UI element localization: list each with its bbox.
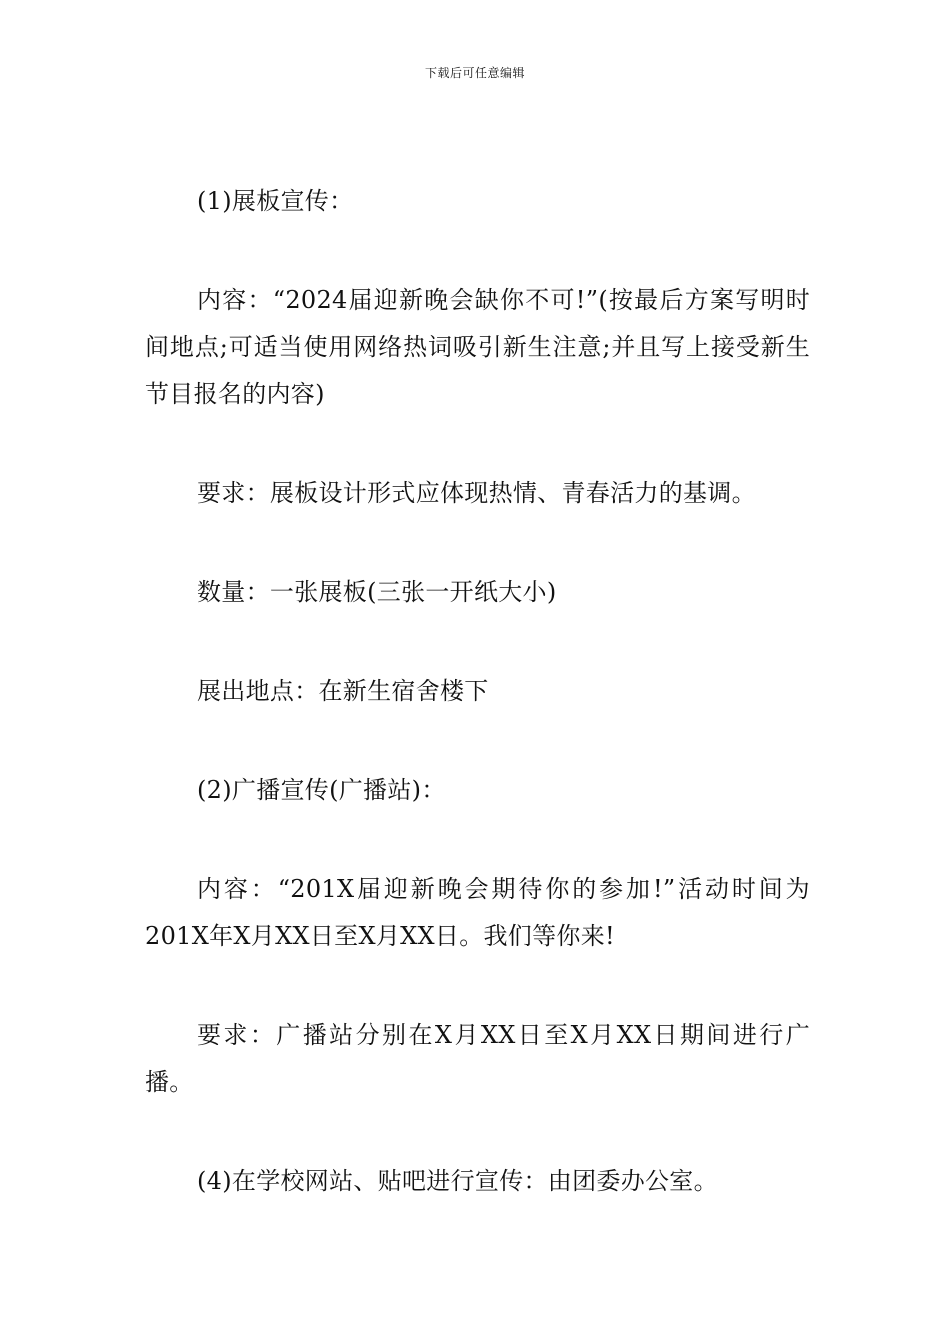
paragraph-display-board-content: 内容：“2024届迎新晚会缺你不可!”(按最后方案写明时间地点;可适当使用网络热词吸引新生注意;并且写上接受新生节目报名的内容) xyxy=(145,286,810,408)
paragraph-display-board-quantity: 数量：一张展板(三张一开纸大小) xyxy=(197,578,557,606)
paragraph-spacer xyxy=(145,418,810,470)
paragraph-spacer xyxy=(145,225,810,277)
paragraph-broadcast-requirement: 要求：广播站分别在X月XX日至X月XX日期间进行广播。 xyxy=(145,1021,810,1096)
paragraph-spacer xyxy=(145,1106,810,1158)
paragraph-website-promotion: (4)在学校网站、贴吧进行宣传：由团委办公室。 xyxy=(197,1167,718,1195)
paragraph-broadcast-heading: (2)广播宣传(广播站)： xyxy=(197,776,446,804)
paragraph-broadcast-content: 内容：“201X届迎新晚会期待你的参加!”活动时间为201X年X月XX日至X月XX日。我们等你来! xyxy=(145,875,810,950)
paragraph-spacer xyxy=(145,814,810,866)
paragraph-display-board-heading: (1)展板宣传： xyxy=(197,187,354,215)
document-body xyxy=(145,178,810,1205)
paragraph-spacer xyxy=(145,715,810,767)
paragraph-display-board-requirement: 要求：展板设计形式应体现热情、青春活力的基调。 xyxy=(197,479,756,507)
paragraph-spacer xyxy=(145,517,810,569)
page-header-note: 下载后可任意编辑 xyxy=(424,66,525,80)
paragraph-spacer xyxy=(145,616,810,668)
paragraph-spacer xyxy=(145,960,810,1012)
paragraph-display-location: 展出地点：在新生宿舍楼下 xyxy=(197,677,489,705)
